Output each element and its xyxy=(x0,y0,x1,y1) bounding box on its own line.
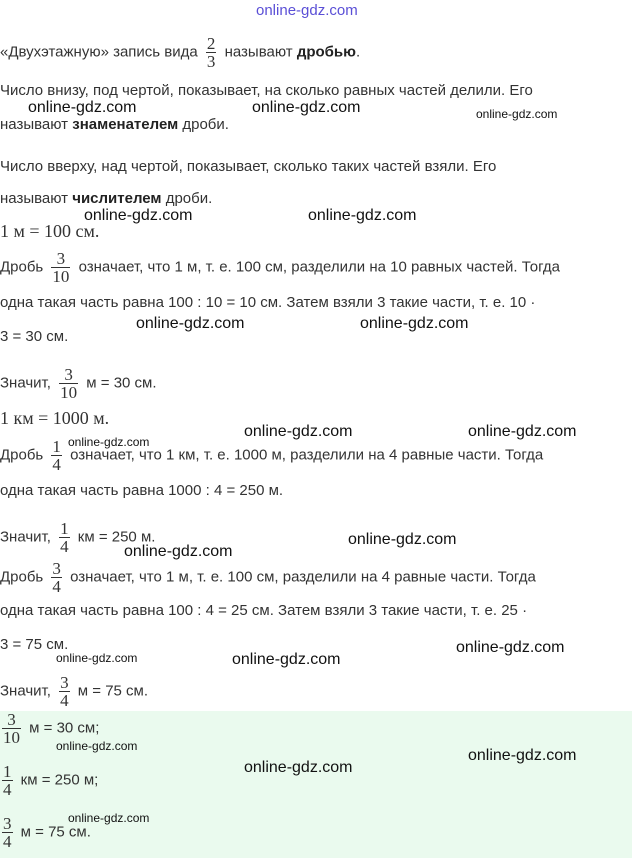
text: означает, что 1 км, т. е. 1000 м, разделили на 4 равные части. Тогда xyxy=(70,446,544,464)
denominator-line-1: Число внизу, под чертой, показывает, на сколько равных частей делили. Его xyxy=(0,82,533,99)
b1-line-3: одна такая часть равна 100 : 10 = 10 см. Затем взяли 3 такие части, т. е. 10 · xyxy=(0,294,536,311)
numerator: 3 xyxy=(56,249,66,268)
watermark: online-gdz.com xyxy=(256,2,358,19)
denominator: 4 xyxy=(60,537,69,556)
watermark: online-gdz.com xyxy=(244,759,353,776)
b1-line-4: 3 = 30 см. xyxy=(0,328,69,345)
answer-box xyxy=(0,711,632,858)
numerator-line-2 xyxy=(0,190,212,208)
fraction xyxy=(51,560,62,595)
text: дроби. xyxy=(165,190,213,207)
b1-line-2 xyxy=(0,250,560,285)
denominator: 4 xyxy=(52,577,61,596)
watermark: online-gdz.com xyxy=(136,315,245,332)
numerator: 3 xyxy=(64,365,73,384)
watermark: online-gdz.com xyxy=(468,423,577,440)
term-denominator: знаменателем xyxy=(72,116,179,133)
numerator: 1 xyxy=(3,762,12,781)
fraction xyxy=(2,711,21,746)
b3-line-2 xyxy=(0,560,536,595)
watermark: online-gdz.com xyxy=(468,747,577,764)
watermark: online-gdz.com xyxy=(28,99,137,116)
text: называют xyxy=(0,190,69,207)
denominator: 10 xyxy=(3,728,20,747)
answer-line-2 xyxy=(0,763,98,798)
watermark: online-gdz.com xyxy=(68,435,150,449)
numerator: 1 xyxy=(60,519,69,538)
text: Значит, xyxy=(0,374,51,392)
b3-summary xyxy=(0,674,148,709)
numerator: 3 xyxy=(52,559,61,578)
watermark: online-gdz.com xyxy=(360,315,469,332)
denominator: 4 xyxy=(60,691,69,710)
watermark: online-gdz.com xyxy=(348,531,457,548)
answer-text: м = 75 см. xyxy=(20,823,91,841)
fraction xyxy=(51,250,70,285)
numerator: 2 xyxy=(206,34,216,53)
watermark: online-gdz.com xyxy=(476,107,558,121)
watermark: online-gdz.com xyxy=(244,423,353,440)
text: означает, что 1 м, т. е. 100 см, разделили на 4 равные части. Тогда xyxy=(70,568,536,586)
b1-equation: 1 м = 100 см. xyxy=(0,221,100,241)
intro-line xyxy=(0,35,360,70)
punct: . xyxy=(355,43,361,61)
denominator: 4 xyxy=(52,455,61,474)
answer-text: м = 30 см; xyxy=(29,719,100,737)
denominator: 10 xyxy=(60,383,78,402)
b1-summary xyxy=(0,366,157,401)
fraction xyxy=(59,366,78,401)
text: означает, что 1 м, т. е. 100 см, разделили на 10 равных частей. Тогда xyxy=(78,258,560,276)
text: Дробь xyxy=(0,446,44,464)
intro-text: называют xyxy=(224,43,293,61)
denominator: 3 xyxy=(206,52,216,71)
denominator-line-2 xyxy=(0,116,229,134)
b2-equation: 1 км = 1000 м. xyxy=(0,408,110,428)
b2-line-3: одна такая часть равна 1000 : 4 = 250 м. xyxy=(0,482,284,499)
text: Дробь xyxy=(0,258,44,276)
text: называют xyxy=(0,116,69,133)
text: дроби. xyxy=(182,116,229,133)
term-fraction: дробью xyxy=(296,43,356,61)
text: Значит, xyxy=(0,682,51,700)
watermark: online-gdz.com xyxy=(124,543,233,560)
watermark: online-gdz.com xyxy=(456,639,565,656)
text: м = 30 см. xyxy=(86,374,157,392)
watermark: online-gdz.com xyxy=(84,207,193,224)
numerator: 3 xyxy=(3,814,12,833)
fraction xyxy=(206,35,217,70)
denominator: 4 xyxy=(3,832,12,851)
numerator-line-1: Число вверху, над чертой, показывает, сколько таких частей взяли. Его xyxy=(0,158,497,175)
fraction xyxy=(59,674,70,709)
watermark: online-gdz.com xyxy=(56,651,138,665)
b3-line-3: одна такая часть равна 100 : 4 = 25 см. Затем взяли 3 такие части, т. е. 25 · xyxy=(0,602,528,619)
watermark: online-gdz.com xyxy=(308,207,417,224)
numerator: 3 xyxy=(60,673,69,692)
b3-line-4: 3 = 75 см. xyxy=(0,636,69,653)
watermark: online-gdz.com xyxy=(68,811,150,825)
watermark: online-gdz.com xyxy=(232,651,341,668)
numerator: 3 xyxy=(7,710,16,729)
watermark: online-gdz.com xyxy=(56,739,138,753)
fraction xyxy=(59,520,70,555)
watermark: online-gdz.com xyxy=(252,99,361,116)
text: Дробь xyxy=(0,568,44,586)
term-numerator: числителем xyxy=(72,190,162,207)
text: Значит, xyxy=(0,528,51,546)
text: м = 75 см. xyxy=(77,682,149,700)
answer-text: км = 250 м; xyxy=(20,771,99,789)
denominator: 10 xyxy=(52,267,70,286)
text: км = 250 м. xyxy=(77,528,156,546)
fraction xyxy=(2,815,13,850)
numerator: 1 xyxy=(52,437,61,456)
denominator: 4 xyxy=(3,780,12,799)
fraction xyxy=(51,438,62,473)
fraction xyxy=(2,763,13,798)
intro-text: «Двухэтажную» запись вида xyxy=(0,43,198,61)
